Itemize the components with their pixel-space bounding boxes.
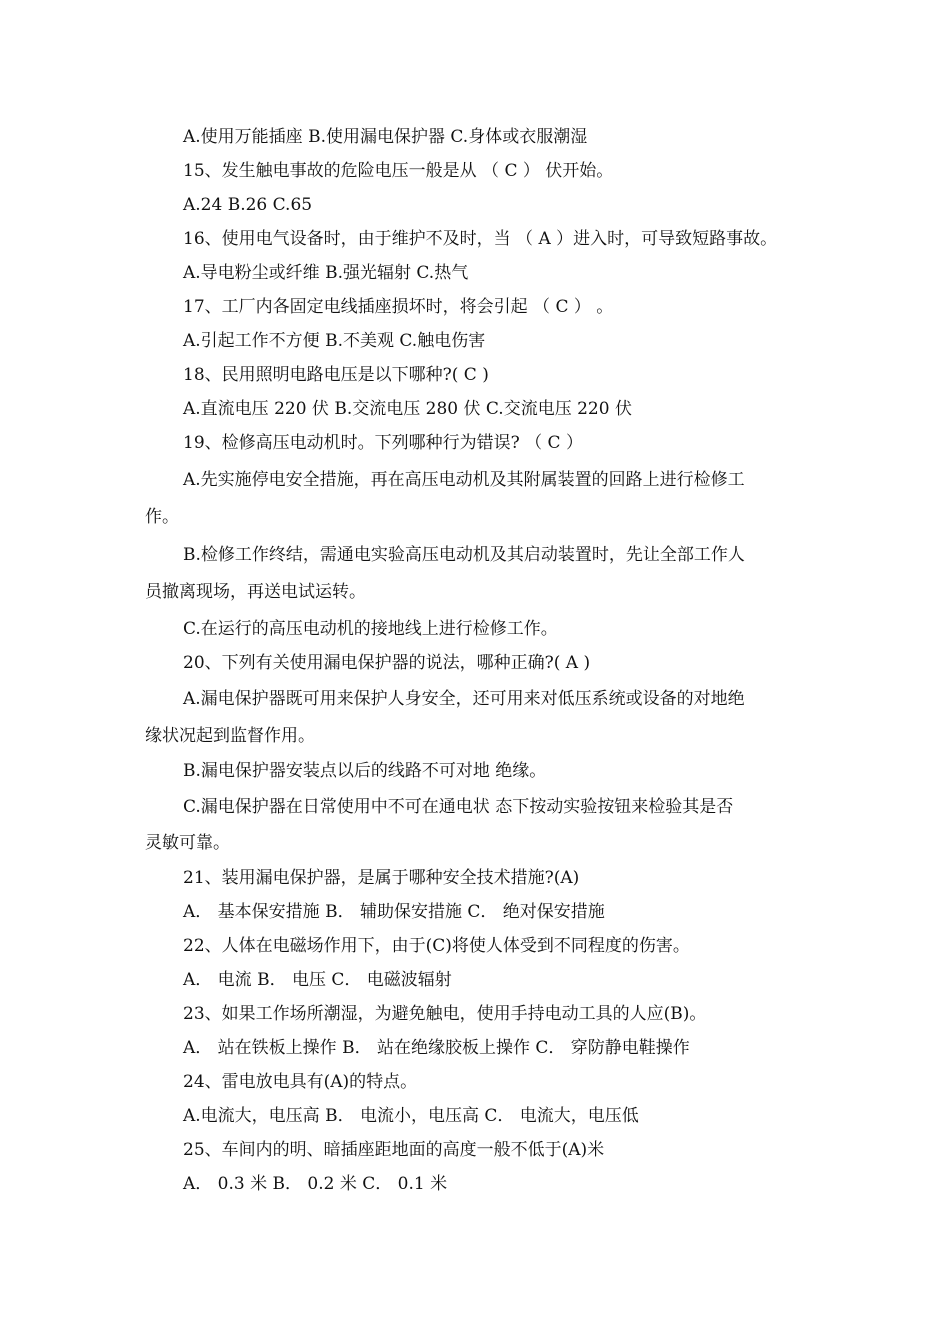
question-16: 16、使用电气设备时，由于维护不及时，当 （ A ）进入时，可导致短路事故。	[183, 229, 778, 249]
question-24: 24、雷电放电具有(A)的特点。	[183, 1072, 418, 1092]
text-line: 员撤离现场，再送电试运转。	[145, 582, 366, 602]
text-line: A． 0.3 米 B． 0.2 米 C． 0.1 米	[183, 1174, 448, 1194]
text-line: A.引起工作不方便 B.不美观 C.触电伤害	[183, 331, 486, 351]
text-line: B.漏电保护器安装点以后的线路不可对地 绝缘。	[183, 761, 547, 781]
question-19: 19、检修高压电动机时。下列哪种行为错误? （ C ）	[183, 433, 583, 453]
question-15: 15、发生触电事故的危险电压一般是从 （ C ） 伏开始。	[183, 161, 614, 181]
text-line: 灵敏可靠。	[145, 833, 230, 853]
question-20: 20、下列有关使用漏电保护器的说法，哪种正确?( A )	[183, 653, 591, 673]
text-line: A． 基本保安措施 B． 辅助保安措施 C． 绝对保安措施	[183, 902, 605, 922]
text-line: A． 站在铁板上操作 B． 站在绝缘胶板上操作 C． 穿防静电鞋操作	[183, 1038, 690, 1058]
question-18: 18、民用照明电路电压是以下哪种?( C )	[183, 365, 489, 385]
text-line: C.漏电保护器在日常使用中不可在通电状 态下按动实验按钮来检验其是否	[183, 797, 734, 817]
text-line: 作。	[145, 507, 179, 527]
text-line: A.电流大，电压高 B． 电流小，电压高 C． 电流大，电压低	[183, 1106, 639, 1126]
question-22: 22、人体在电磁场作用下，由于(C)将使人体受到不同程度的伤害。	[183, 936, 690, 956]
text-line: B.检修工作终结，需通电实验高压电动机及其启动装置时，先让全部工作人	[183, 545, 745, 565]
text-line: A.导电粉尘或纤维 B.强光辐射 C.热气	[183, 263, 469, 283]
text-line: A.漏电保护器既可用来保护人身安全，还可用来对低压系统或设备的对地绝	[183, 689, 745, 709]
text-line: A.先实施停电安全措施，再在高压电动机及其附属装置的回路上进行检修工	[183, 470, 745, 490]
text-line: A.使用万能插座 B.使用漏电保护器 C.身体或衣服潮湿	[183, 127, 588, 147]
text-line: 缘状况起到监督作用。	[145, 726, 315, 746]
text-line: C.在运行的高压电动机的接地线上进行检修工作。	[183, 619, 558, 639]
question-25: 25、车间内的明、暗插座距地面的高度一般不低于(A)米	[183, 1140, 605, 1160]
question-21: 21、装用漏电保护器，是属于哪种安全技术措施?(A)	[183, 868, 580, 888]
question-23: 23、如果工作场所潮湿，为避免触电，使用手持电动工具的人应(B)。	[183, 1004, 707, 1024]
text-line: A.24 B.26 C.65	[183, 195, 313, 215]
text-line: A.直流电压 220 伏 B.交流电压 280 伏 C.交流电压 220 伏	[183, 399, 632, 419]
text-line: A． 电流 B． 电压 C． 电磁波辐射	[183, 970, 452, 990]
question-17: 17、工厂内各固定电线插座损坏时，将会引起 （ C ） 。	[183, 297, 614, 317]
